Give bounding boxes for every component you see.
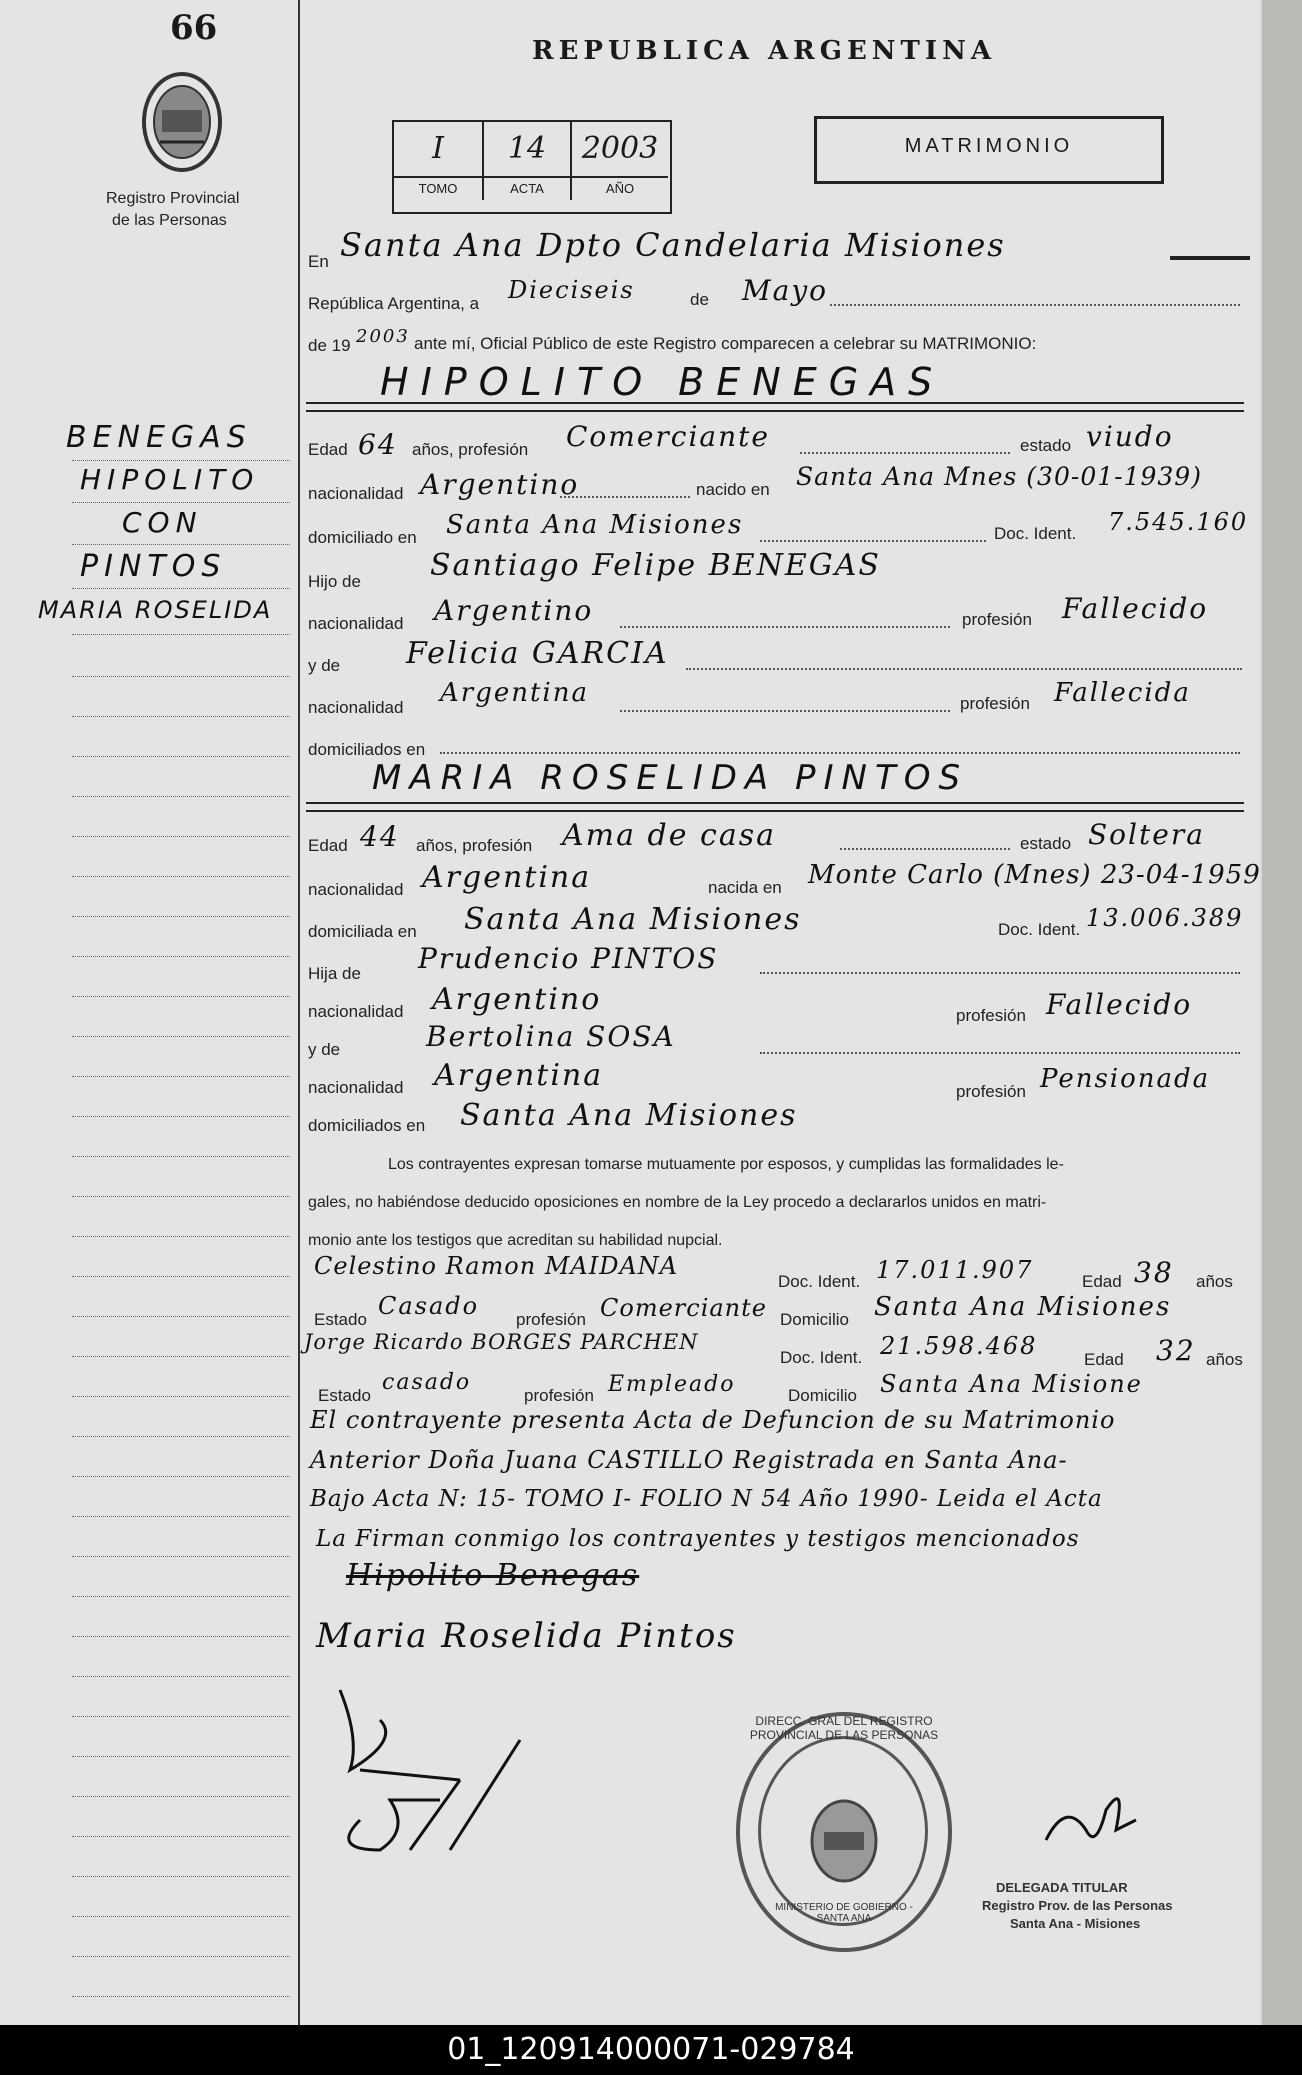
act-type: MATRIMONIO [904,135,1074,157]
margin-line [72,796,290,797]
bride-doc: 13.006.389 [1086,904,1244,932]
groom-madre-nac-label: nacionalidad [308,698,404,717]
margin-line [72,588,290,589]
margin-line [72,634,290,635]
margin-line [72,1276,290,1277]
margin-line [72,1636,290,1637]
witness1-dom-label: Domicilio [780,1310,849,1329]
groom-domiciliados-label: domiciliados en [308,740,426,759]
witness2-estado-label: Estado [318,1386,371,1405]
bride-padre-prof-label: profesión [956,1006,1026,1025]
groom-padre-nac-label: nacionalidad [308,614,404,633]
bride-domiciliados-label: domiciliados en [308,1116,426,1135]
month-value: Mayo [742,274,829,307]
witness1-domicilio: Santa Ana Misiones [874,1292,1172,1322]
fill-line [620,710,950,712]
fill-line [760,972,1240,974]
bride-dom-label: domiciliada en [308,922,417,941]
margin-line [72,1476,290,1477]
margin-line [72,996,290,997]
bride-nacida-label: nacida en [708,878,782,897]
margin-line [72,916,290,917]
margin-line [72,1916,290,1917]
fill-line [560,496,690,498]
groom-nac-label: nacionalidad [308,484,404,503]
de-label: de [690,290,709,309]
bride-domicilio: Santa Ana Misiones [464,902,802,937]
stamp-text: DIRECC. GRAL DEL REGISTRO PROVINCIAL DE LAS PERSONAS [749,1714,939,1742]
tomo-label: TOMO [394,176,484,200]
groom-nacido-label: nacido en [696,480,770,499]
act-number-table [392,120,672,214]
stamp-seal-icon [804,1796,884,1886]
groom-name: HIPOLITO BENEGAS [380,360,945,404]
bride-nacionalidad: Argentina [422,860,592,895]
section-rule [306,802,1244,804]
witness1-name: Celestino Ramon MAIDANA [314,1252,679,1280]
groom-estado: viudo [1086,420,1174,453]
official-signature-icon [1036,1780,1146,1860]
groom-hijo-label: Hijo de [308,572,361,591]
fill-line [440,752,1240,754]
place-value: Santa Ana Dpto Candelaria Misiones [340,226,1006,264]
witness2-edad: 32 [1156,1334,1196,1367]
margin-divider [298,0,300,2025]
witness1-doc: 17.011.907 [876,1256,1034,1284]
margin-line [72,1676,290,1677]
margin-line [72,502,290,503]
margin-line [72,1996,290,1997]
witness1-edad: 38 [1134,1256,1174,1289]
bride-name: MARIA ROSELIDA PINTOS [372,758,969,798]
margin-line [72,1156,290,1157]
margin-line [72,1356,290,1357]
groom-edad: 64 [358,428,398,461]
acta-value: 14 [484,122,572,176]
year-value: 2003 [356,326,410,347]
groom-yde-label: y de [308,656,341,675]
groom-prof-label: años, profesión [412,440,529,459]
bride-madre-nac: Argentina [434,1058,604,1093]
note-line-2: Anterior Doña Juana CASTILLO Registrada en Santa Ana- [310,1446,1068,1474]
margin-line [72,1596,290,1597]
margin-con: CON [122,506,203,539]
bride-edad-label: Edad [308,836,348,855]
groom-padre: Santiago Felipe BENEGAS [430,548,881,583]
witness2-anios: años [1206,1350,1243,1369]
republica-label: República Argentina, a [308,294,480,313]
footer-id: 01_120914000071-029784 [0,2025,1302,2075]
witness1-estado-label: Estado [314,1310,367,1329]
groom-doc: 7.545.160 [1108,508,1249,536]
groom-dom-label: domiciliado en [308,528,417,547]
bride-nac-label: nacionalidad [308,880,404,899]
bride-estado-label: estado [1020,834,1072,853]
bride-nacida: Monte Carlo (Mnes) 23-04-1959 [808,860,1261,890]
witness2-doc-label: Doc. Ident. [780,1348,863,1367]
groom-padre-nac: Argentino [434,594,594,627]
country-title: REPUBLICA ARGENTINA [532,36,997,66]
page-number: 66 [170,8,218,48]
day-value: Dieciseis [508,276,635,304]
note-line-1: El contrayente presenta Acta de Defuncion de su Matrimonio [310,1406,1116,1434]
bride-profesion: Ama de casa [562,818,776,853]
witness2-edad-label: Edad [1084,1350,1124,1369]
groom-padre-prof: Fallecido [1062,592,1209,625]
groom-nacido: Santa Ana Mnes (30-01-1939) [796,462,1202,491]
margin-line [72,836,290,837]
registry-line-1: Registro Provincial [106,190,240,207]
witness2-profesion: Empleado [608,1372,736,1397]
margin-name-groom: HIPOLITO [80,463,260,496]
section-rule [306,410,1244,412]
fill-line [840,848,1010,850]
signature-bride: Maria Roselida Pintos [316,1616,737,1656]
fill-line [620,626,950,628]
anio-label: AÑO [572,176,668,200]
margin-line [72,1436,290,1437]
acta-label: ACTA [484,176,572,200]
groom-doc-label: Doc. Ident. [994,524,1077,543]
margin-line [72,956,290,957]
fill-line [760,540,986,542]
declaration-line-1: Los contrayentes expresan tomarse mutuamente por esposos, y cumplidas las formalidades le- [388,1156,1064,1173]
note-line-3: Bajo Acta N: 15- TOMO I- FOLIO N 54 Año 1990- Leida el Acta [310,1486,1103,1512]
declaration-line-3: monio ante los testigos que acreditan su habilidad nupcial. [308,1232,723,1249]
fill-line [830,304,1240,306]
intro-text: ante mí, Oficial Público de este Registro comparecen a celebrar su MATRIMONIO: [414,334,1037,353]
declaration-line-2: gales, no habiéndose deducido oposiciones en nombre de la Ley procedo a declararlos unidos en matri- [308,1194,1047,1211]
margin-line [72,1876,290,1877]
margin-surname-groom: BENEGAS [66,420,252,455]
act-type-box [814,116,1164,184]
witness1-estado: Casado [378,1292,480,1320]
witness2-domicilio: Santa Ana Misione [880,1370,1143,1398]
official-stamp-line-3: Santa Ana - Misiones [1010,1916,1141,1931]
witness1-anios: años [1196,1272,1233,1291]
groom-madre-prof-label: profesión [960,694,1030,713]
margin-line [72,676,290,677]
tomo-value: I [394,122,484,176]
margin-line [72,876,290,877]
witness2-dom-label: Domicilio [788,1386,857,1405]
groom-profesion: Comerciante [566,420,770,453]
bride-domiciliados: Santa Ana Misiones [460,1098,798,1133]
groom-madre-nac: Argentina [440,678,589,708]
margin-line [72,1396,290,1397]
witness2-doc: 21.598.468 [880,1332,1038,1360]
witness2-estado: casado [382,1370,472,1395]
bride-madre-prof-label: profesión [956,1082,1026,1101]
section-rule [306,810,1244,812]
bride-madre-nac-label: nacionalidad [308,1078,404,1097]
groom-madre-prof: Fallecida [1054,678,1191,708]
margin-line [72,1036,290,1037]
margin-line [72,1196,290,1197]
bride-hija-label: Hija de [308,964,361,983]
fill-line [1170,256,1250,258]
margin-surname-bride: PINTOS [80,549,227,584]
witness2-name: Jorge Ricardo BORGES PARCHEN [304,1330,699,1354]
margin-line [72,1956,290,1957]
bride-yde-label: y de [308,1040,341,1059]
witness1-edad-label: Edad [1082,1272,1122,1291]
margin-line [72,1796,290,1797]
de19-label: de 19 [308,336,351,355]
witness1-profesion: Comerciante [600,1294,767,1322]
margin-line [72,1516,290,1517]
signature-groom: Hipolito Benegas [346,1558,640,1593]
official-stamp-line-2: Registro Prov. de las Personas [982,1898,1173,1913]
note-line-4: La Firman conmigo los contrayentes y testigos mencionados [316,1526,1080,1552]
bride-madre-prof: Pensionada [1040,1064,1211,1094]
margin-name-bride: MARIA ROSELIDA [38,596,273,624]
bride-prof-label: años, profesión [416,836,533,855]
registry-stamp [736,1712,952,1952]
margin-line [72,1076,290,1077]
groom-madre: Felicia GARCIA [406,636,669,671]
official-stamp-line-1: DELEGADA TITULAR [996,1880,1128,1895]
bride-padre: Prudencio PINTOS [418,942,719,975]
margin-line [72,1556,290,1557]
witness2-prof-label: profesión [524,1386,594,1405]
witness1-doc-label: Doc. Ident. [778,1272,861,1291]
anio-value: 2003 [581,131,659,166]
fill-line [686,668,1242,670]
en-label: En [308,252,329,271]
bride-padre-nac: Argentino [432,982,602,1017]
margin-line [72,1316,290,1317]
bride-edad: 44 [360,820,400,853]
registry-line-2: de las Personas [112,212,227,229]
margin-line [72,544,290,545]
groom-estado-label: estado [1020,436,1072,455]
bride-estado: Soltera [1088,818,1205,851]
groom-domicilio: Santa Ana Misiones [446,510,744,540]
margin-line [72,1836,290,1837]
fill-line [1170,258,1250,260]
groom-padre-prof-label: profesión [962,610,1032,629]
witness1-prof-label: profesión [516,1310,586,1329]
bride-padre-prof: Fallecido [1046,988,1193,1021]
bride-doc-label: Doc. Ident. [998,920,1081,939]
page-edge [1262,0,1302,2025]
margin-line [72,460,290,461]
margin-line [72,1756,290,1757]
margin-line [72,1116,290,1117]
bride-madre: Bertolina SOSA [426,1020,676,1053]
fill-line [760,1052,1240,1054]
margin-line [72,716,290,717]
margin-line [72,1716,290,1717]
margin-line [72,756,290,757]
section-rule [306,402,1244,404]
stamp-inner: MINISTERIO DE GOBIERNO - SANTA ANA [775,1902,913,1924]
province-seal-icon [140,70,224,174]
margin-line [72,1236,290,1237]
groom-edad-label: Edad [308,440,348,459]
groom-nacionalidad: Argentino [420,468,580,501]
bride-padre-nac-label: nacionalidad [308,1002,404,1021]
fill-line [800,452,1010,454]
witness-signatures-icon [320,1680,560,1860]
